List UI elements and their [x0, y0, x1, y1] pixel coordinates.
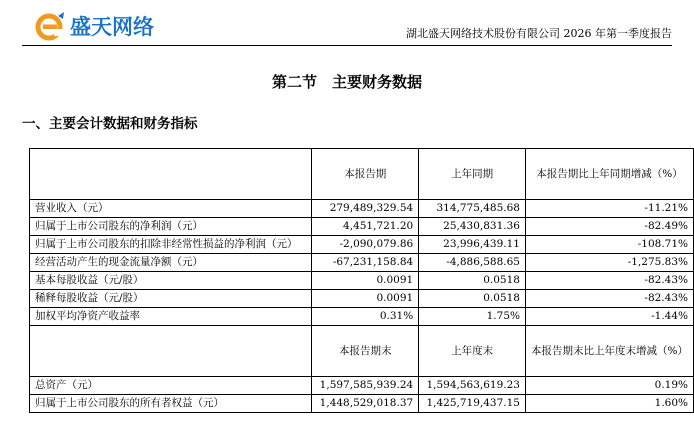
section-title: 第二节 主要财务数据: [271, 73, 422, 91]
current-value: 0.31%: [312, 308, 419, 326]
row-label: 稀释每股收益（元/股）: [30, 290, 312, 308]
company-logo: [34, 10, 154, 44]
prior-value: 0.0518: [419, 290, 526, 308]
row-label: 归属于上市公司股东的扣除非经常性损益的净利润（元）: [30, 236, 312, 254]
row-label: 经营活动产生的现金流量净额（元）: [30, 254, 312, 272]
change-percent: -1.44%: [525, 308, 693, 326]
table-row: [30, 377, 694, 395]
subsection-title: 一、主要会计数据和财务指标: [22, 116, 198, 132]
column-header: [30, 326, 312, 377]
change-percent: -82.43%: [525, 290, 693, 308]
logo-e-icon: [34, 10, 68, 44]
current-value: 0.0091: [312, 290, 419, 308]
row-label: 加权平均净资产收益率: [30, 308, 312, 326]
prior-value: 0.0518: [419, 272, 526, 290]
table-row: [30, 290, 694, 308]
current-value: 4,451,721.20: [312, 218, 419, 236]
row-label: 归属于上市公司股东的所有者权益（元）: [30, 395, 312, 413]
row-label: 总资产（元）: [30, 377, 312, 395]
change-percent: -82.49%: [525, 218, 693, 236]
prior-value: 23,996,439.11: [419, 236, 526, 254]
prior-value: 1,594,563,619.23: [419, 377, 526, 395]
header-divider: [22, 45, 672, 46]
column-header: 上年度末: [419, 326, 526, 377]
row-label: 基本每股收益（元/股）: [30, 272, 312, 290]
change-percent: 0.19%: [525, 377, 693, 395]
prior-value: -4,886,588.65: [419, 254, 526, 272]
column-header: [30, 149, 312, 200]
prior-value: 25,430,831.36: [419, 218, 526, 236]
table-row: [30, 236, 694, 254]
row-label: 归属于上市公司股东的净利润（元）: [30, 218, 312, 236]
page-header: [0, 0, 694, 44]
change-percent: -108.71%: [525, 236, 693, 254]
change-percent: -1,275.83%: [525, 254, 693, 272]
prior-value: 1.75%: [419, 308, 526, 326]
change-percent: 1.60%: [525, 395, 693, 413]
current-value: 1,597,585,939.24: [312, 377, 419, 395]
column-header: 本报告期: [312, 149, 419, 200]
table-header-row: [30, 326, 694, 377]
table-row: [30, 218, 694, 236]
table-row: [30, 254, 694, 272]
change-percent: -11.21%: [525, 200, 693, 218]
financial-table-body: [30, 149, 694, 413]
report-title: 湖北盛天网络技术股份有限公司 2026 年第一季度报告: [406, 27, 672, 40]
current-value: 0.0091: [312, 272, 419, 290]
column-header: 本报告期比上年同期增减（%）: [525, 149, 693, 200]
column-header: 上年同期: [419, 149, 526, 200]
prior-value: 1,425,719,437.15: [419, 395, 526, 413]
change-percent: -82.43%: [525, 272, 693, 290]
column-header: 本报告期末比上年度末增减（%）: [525, 326, 693, 377]
table-row: [30, 395, 694, 413]
table-row: [30, 308, 694, 326]
column-header: 本报告期末: [312, 326, 419, 377]
table-row: [30, 200, 694, 218]
current-value: -67,231,158.84: [312, 254, 419, 272]
row-label: 营业收入（元）: [30, 200, 312, 218]
table-header-row: [30, 149, 694, 200]
current-value: 279,489,329.54: [312, 200, 419, 218]
logo-text: 盛天网络: [70, 15, 154, 39]
current-value: -2,090,079.86: [312, 236, 419, 254]
current-value: 1,448,529,018.37: [312, 395, 419, 413]
table-row: [30, 272, 694, 290]
prior-value: 314,775,485.68: [419, 200, 526, 218]
financial-table: [29, 148, 694, 413]
